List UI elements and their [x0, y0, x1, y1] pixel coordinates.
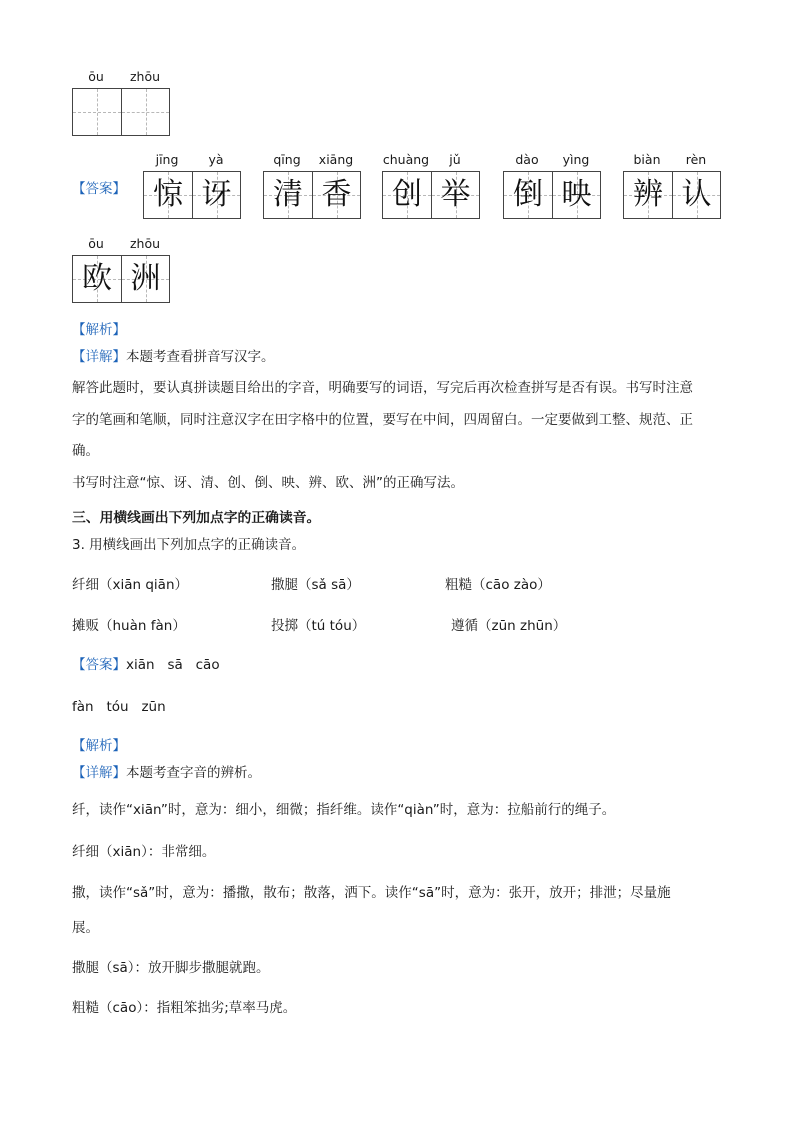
- pinyin-label: ōu: [88, 236, 104, 251]
- tianzige-cell: 讶: [192, 172, 240, 218]
- detail-text: 本题考查看拼音写汉字。: [126, 349, 275, 365]
- question-text: 3. 用横线画出下列加点字的正确读音。: [72, 537, 306, 553]
- tianzige-cell: 认: [672, 172, 720, 218]
- analysis-paragraph-line: 解答此题时，要认真拼读题目给出的字音，明确要写的词语，写完后再次检查拼写是否有误。书写时注意: [72, 380, 693, 396]
- tianzige-cell: 创: [383, 172, 431, 218]
- option-item: 遵循（zūn zhūn）: [451, 618, 567, 634]
- analysis-line: 撒腿（sā）：放开脚步撒腿就跑。: [72, 960, 270, 976]
- pinyin-label: xiāng: [318, 152, 354, 167]
- analysis-line: 纤，读作“xiān”时，意为：细小，细微；指纤维。读作“qiàn”时，意为：拉船前行的绳子。: [72, 802, 616, 818]
- answer-tianzige-group: [503, 171, 601, 219]
- detail-label: 【详解】: [72, 349, 126, 365]
- tianzige-cell: 映: [552, 172, 600, 218]
- tianzige-cell: [121, 89, 169, 135]
- pinyin-label: yà: [208, 152, 224, 167]
- analysis-label: 【解析】: [72, 322, 126, 338]
- pinyin-label: rèn: [685, 152, 707, 167]
- pinyin-label: biàn: [633, 152, 661, 167]
- answer-tianzige-group: [263, 171, 361, 219]
- analysis-note: 书写时注意“惊、讶、清、创、倒、映、辨、欧、洲”的正确写法。: [72, 475, 464, 491]
- tianzige-cell: 洲: [121, 256, 169, 302]
- pinyin-label: jīng: [155, 152, 179, 167]
- analysis-line: 粗糙（cāo）：指粗笨拙劣;草率马虎。: [72, 1000, 297, 1016]
- analysis-line: 展。: [72, 920, 99, 936]
- answer-tianzige-group: [143, 171, 241, 219]
- answer-tianzige-group: [382, 171, 480, 219]
- option-item: 投掷（tú tóu）: [271, 618, 366, 634]
- option-item: 粗糙（cāo zào）: [445, 577, 551, 593]
- answer-tianzige-group: [72, 255, 170, 303]
- analysis-paragraph-line: 确。: [72, 443, 99, 459]
- tianzige-cell: 举: [431, 172, 479, 218]
- detail-line: [72, 765, 261, 781]
- option-item: 纤细（xiān qiān）: [72, 577, 189, 593]
- pinyin-label: dào: [515, 152, 539, 167]
- answer-tianzige-group: [623, 171, 721, 219]
- analysis-label: 【解析】: [72, 738, 126, 754]
- pinyin-label: yìng: [562, 152, 590, 167]
- detail-text: 本题考查字音的辨析。: [126, 765, 261, 781]
- option-item: 撒腿（sǎ sā）: [271, 577, 360, 593]
- answer-label: 【答案】: [72, 657, 126, 673]
- answer-values: fàn tóu zūn: [72, 699, 166, 715]
- detail-label: 【详解】: [72, 765, 126, 781]
- pinyin-label: chuàng: [382, 152, 430, 167]
- analysis-line: 撒，读作“sǎ”时，意为：播撒，散布；散落，洒下。读作“sā”时，意为：张开，放开；排泄；尽量施: [72, 885, 671, 901]
- option-item: 摊贩（huàn fàn）: [72, 618, 186, 634]
- tianzige-cell: [73, 89, 121, 135]
- analysis-paragraph-line: 字的笔画和笔顺，同时注意汉字在田字格中的位置，要写在中间，四周留白。一定要做到工整、规范、正: [72, 412, 693, 428]
- pinyin-label: zhōu: [129, 69, 161, 84]
- tianzige-cell: 惊: [144, 172, 192, 218]
- section-heading: 三、用横线画出下列加点字的正确读音。: [72, 510, 321, 526]
- tianzige-cell: 倒: [504, 172, 552, 218]
- pinyin-label: qīng: [273, 152, 301, 167]
- tianzige-cell: 清: [264, 172, 312, 218]
- detail-line: [72, 349, 275, 365]
- answer-label: 【答案】: [72, 181, 126, 197]
- pinyin-label: zhōu: [129, 236, 161, 251]
- pinyin-label: ōu: [88, 69, 104, 84]
- tianzige-cell: 辨: [624, 172, 672, 218]
- top-tianzige-grid: [72, 88, 170, 136]
- pinyin-label: jǔ: [449, 152, 461, 167]
- tianzige-cell: 香: [312, 172, 360, 218]
- analysis-line: 纤细（xiān）：非常细。: [72, 844, 216, 860]
- tianzige-cell: 欧: [73, 256, 121, 302]
- answer-values: xiān sā cāo: [126, 657, 220, 673]
- answer2-line: [72, 657, 220, 673]
